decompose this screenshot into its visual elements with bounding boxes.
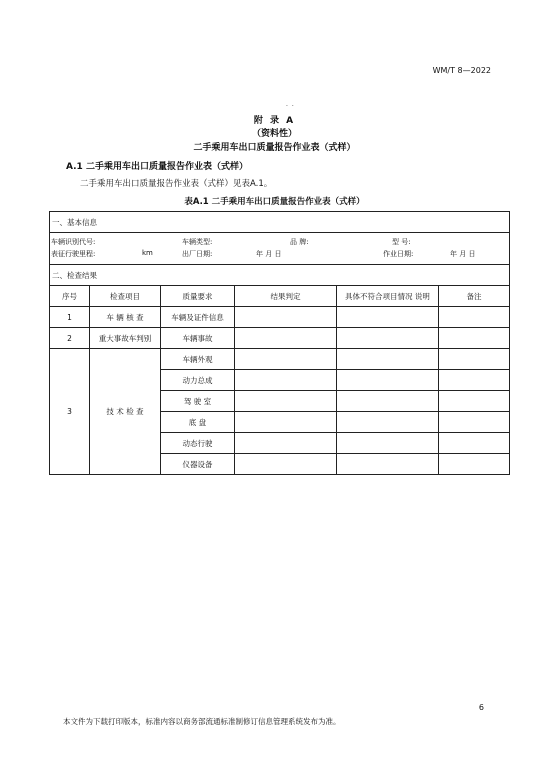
- row-requirement: 驾 驶 室: [161, 391, 235, 412]
- table-header-row: [50, 286, 510, 307]
- section-paragraph: 二手乘用车出口质量报告作业表（式样）见表A.1。: [80, 179, 273, 189]
- model-label: 型 号:: [392, 238, 411, 246]
- nonconformity-cell[interactable]: [337, 433, 439, 454]
- col-header-remark: 备注: [439, 286, 510, 307]
- result-cell[interactable]: [235, 454, 337, 475]
- col-header-nonconformity: 具体不符合项目情况 说明: [337, 286, 439, 307]
- row-no: 3: [50, 349, 90, 475]
- appendix-nature: （资料性）: [251, 129, 297, 139]
- row-requirement: 仪器设备: [161, 454, 235, 475]
- table-row: [50, 328, 510, 349]
- table-row: [50, 349, 510, 370]
- row-requirement: 动态行驶: [161, 433, 235, 454]
- row-requirement: 车辆及证件信息: [161, 307, 235, 328]
- result-cell[interactable]: [235, 349, 337, 370]
- row-item: 车 辆 核 查: [90, 307, 161, 328]
- result-cell[interactable]: [235, 328, 337, 349]
- standard-number: WM/T 8—2022: [432, 66, 491, 75]
- nonconformity-cell[interactable]: [337, 349, 439, 370]
- row-no: 2: [50, 328, 90, 349]
- nonconformity-cell[interactable]: [337, 391, 439, 412]
- col-header-item: 检查项目: [90, 286, 161, 307]
- work-date-label: 作业日期:: [383, 250, 414, 258]
- result-cell[interactable]: [235, 307, 337, 328]
- vin-label: 车辆识别代号:: [51, 238, 96, 246]
- remark-cell[interactable]: [439, 370, 510, 391]
- result-cell[interactable]: [235, 370, 337, 391]
- nonconformity-cell[interactable]: [337, 307, 439, 328]
- appendix-title: 附 录 A: [253, 116, 296, 126]
- work-date-fields: 年 月 日: [450, 250, 476, 258]
- results-title: 二、检查结果: [50, 265, 510, 286]
- table-row: [50, 307, 510, 328]
- row-item: 重大事故车判别: [90, 328, 161, 349]
- remark-cell[interactable]: [439, 391, 510, 412]
- remark-cell[interactable]: [439, 454, 510, 475]
- page-number: 6: [478, 703, 484, 712]
- factory-date-label: 出厂日期:: [182, 250, 213, 258]
- row-no: 1: [50, 307, 90, 328]
- section-heading: A.1 二手乘用车出口质量报告作业表（式样）: [66, 162, 248, 172]
- row-requirement: 底 盘: [161, 412, 235, 433]
- appendix-name: 二手乘用车出口质量报告作业表（式样）: [193, 143, 356, 153]
- row-requirement: 动力总成: [161, 370, 235, 391]
- remark-cell[interactable]: [439, 307, 510, 328]
- brand-label: 品 牌:: [290, 238, 309, 246]
- row-requirement: 车辆事故: [161, 328, 235, 349]
- basic-info-block: [50, 233, 510, 265]
- col-header-no: 序号: [50, 286, 90, 307]
- km-unit: km: [142, 249, 153, 257]
- result-cell[interactable]: [235, 412, 337, 433]
- remark-cell[interactable]: [439, 328, 510, 349]
- footer-notice: 本文件为下载打印版本，标准内容以商务部流通标准制修订信息管理系统发布为准。: [63, 717, 341, 726]
- appendix-dots: · ·: [286, 103, 295, 110]
- row-item: 技 术 检 查: [90, 349, 161, 475]
- result-cell[interactable]: [235, 391, 337, 412]
- factory-date-fields: 年 月 日: [256, 250, 282, 258]
- basic-info-title: 一、基本信息: [50, 212, 510, 233]
- row-requirement: 车辆外观: [161, 349, 235, 370]
- remark-cell[interactable]: [439, 349, 510, 370]
- col-header-requirement: 质量要求: [161, 286, 235, 307]
- table-caption: 表A.1 二手乘用车出口质量报告作业表（式样）: [184, 197, 365, 207]
- report-form-table: [49, 211, 510, 475]
- vehicle-type-label: 车辆类型:: [182, 238, 213, 246]
- result-cell[interactable]: [235, 433, 337, 454]
- remark-cell[interactable]: [439, 433, 510, 454]
- remark-cell[interactable]: [439, 412, 510, 433]
- nonconformity-cell[interactable]: [337, 412, 439, 433]
- nonconformity-cell[interactable]: [337, 370, 439, 391]
- col-header-result: 结果判定: [235, 286, 337, 307]
- nonconformity-cell[interactable]: [337, 328, 439, 349]
- mileage-label: 表征行驶里程:: [51, 250, 96, 258]
- nonconformity-cell[interactable]: [337, 454, 439, 475]
